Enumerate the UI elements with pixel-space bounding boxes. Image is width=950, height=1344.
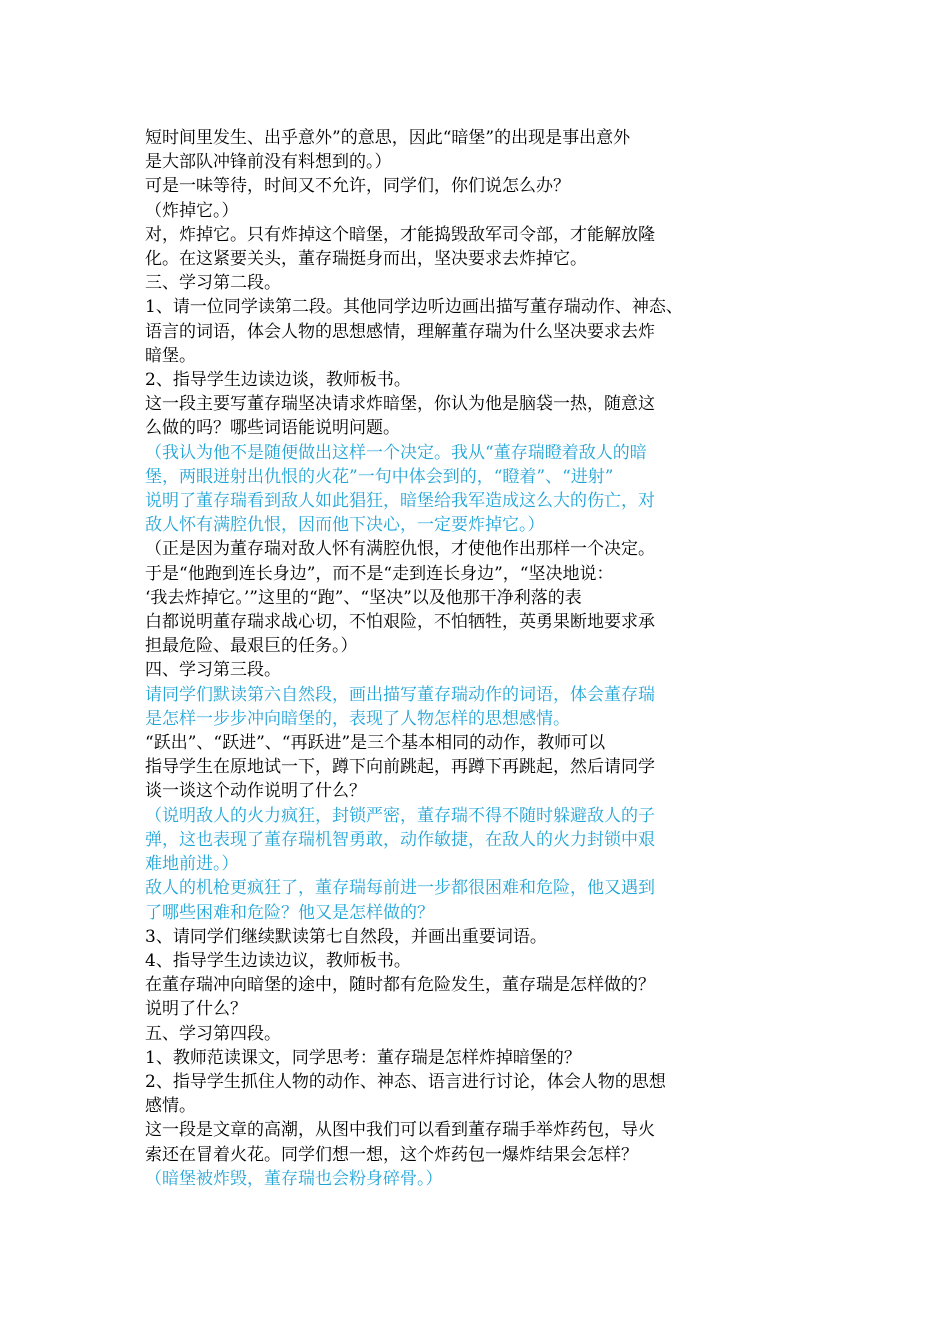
- text-line: 对，炸掉它。只有炸掉这个暗堡，才能捣毁敌军司令部，才能解放隆: [145, 224, 655, 245]
- text-line: 3、请同学们继续默读第七自然段，并画出重要词语。: [145, 926, 547, 947]
- highlighted-text-line: 说明了董存瑞看到敌人如此猖狂，暗堡给我军造成这么大的伤亡，对: [145, 491, 655, 512]
- text-line: 担最危险、最艰巨的任务。）: [145, 636, 358, 657]
- highlighted-text-line: （说明敌人的火力疯狂，封锁严密，董存瑞不得不随时躲避敌人的子: [145, 805, 655, 826]
- text-line: 么做的吗？哪些词语能说明问题。: [145, 418, 400, 439]
- highlighted-text-line: 请同学们默读第六自然段，画出描写董存瑞动作的词语，体会董存瑞: [145, 684, 655, 705]
- text-line: 指导学生在原地试一下，蹲下向前跳起，再蹲下再跳起，然后请同学: [145, 757, 655, 778]
- highlighted-text-line: 敌人怀有满腔仇恨，因而他下决心，一定要炸掉它。）: [145, 515, 545, 536]
- text-line: 1、请一位同学读第二段。其他同学边听边画出描写董存瑞动作、神态、: [145, 297, 683, 318]
- text-line: 三、学习第二段。: [145, 273, 281, 294]
- highlighted-text-line: 弹，这也表现了董存瑞机智勇敢，动作敏捷，在敌人的火力封锁中艰: [145, 829, 655, 850]
- document-body: [145, 126, 745, 1191]
- text-line: 谈一谈这个动作说明了什么？: [145, 781, 366, 802]
- highlighted-text-line: 是怎样一步步冲向暗堡的，表现了人物怎样的思想感情。: [145, 708, 570, 729]
- highlighted-text-line: 堡，两眼迸射出仇恨的火花”一句中体会到的，“瞪着”、“进射”: [145, 466, 614, 487]
- highlighted-text-line: 难地前进。）: [145, 854, 239, 875]
- text-line: （炸掉它。）: [145, 200, 239, 221]
- text-line: 1、教师范读课文，同学思考：董存瑞是怎样炸掉暗堡的？: [145, 1047, 581, 1068]
- text-line: 索还在冒着火花。同学们想一想，这个炸药包一爆炸结果会怎样？: [145, 1144, 638, 1165]
- text-line: “跃出”、“跃进”、“再跃进”是三个基本相同的动作，教师可以: [145, 733, 606, 754]
- text-line: 是大部队冲锋前没有料想到的。）: [145, 152, 392, 173]
- text-line: 白都说明董存瑞求战心切，不怕艰险，不怕牺牲，英勇果断地要求承: [145, 612, 655, 633]
- highlighted-text-line: （暗堡被炸毁，董存瑞也会粉身碎骨。）: [145, 1168, 443, 1189]
- text-line: 暗堡。: [145, 345, 196, 366]
- text-line: 2、指导学生抓住人物的动作、神态、语言进行讨论，体会人物的思想: [145, 1071, 666, 1092]
- highlighted-text-line: 敌人的机枪更疯狂了，董存瑞每前进一步都很困难和危险，他又遇到: [145, 878, 655, 899]
- text-line: 在董存瑞冲向暗堡的途中，随时都有危险发生，董存瑞是怎样做的？: [145, 975, 655, 996]
- text-line: （正是因为董存瑞对敌人怀有满腔仇恨，才使他作出那样一个决定。: [145, 539, 655, 560]
- text-line: 说明了什么？: [145, 999, 247, 1020]
- text-line: 这一段是文章的高潮，从图中我们可以看到董存瑞手举炸药包，导火: [145, 1120, 655, 1141]
- highlighted-text-line: （我认为他不是随便做出这样一个决定。我从“董存瑞瞪着敌人的暗: [145, 442, 647, 463]
- text-line: ‘我去炸掉它。’”这里的“跑”、“坚决”以及他那干净利落的表: [145, 587, 582, 608]
- text-line: 可是一味等待，时间又不允许，同学们，你们说怎么办？: [145, 176, 570, 197]
- text-line: 感情。: [145, 1096, 196, 1117]
- text-line: 2、指导学生边读边谈，教师板书。: [145, 370, 411, 391]
- text-line: 四、学习第三段。: [145, 660, 281, 681]
- text-line: 这一段主要写董存瑞坚决请求炸暗堡，你认为他是脑袋一热，随意这: [145, 394, 655, 415]
- text-line: 于是“他跑到连长身边”，而不是“走到连长身边”，“坚决地说：: [145, 563, 614, 584]
- text-line: 化。在这紧要关头，董存瑞挺身而出，坚决要求去炸掉它。: [145, 249, 587, 270]
- text-line: 五、学习第四段。: [145, 1023, 281, 1044]
- text-line: 语言的词语，体会人物的思想感情，理解董存瑞为什么坚决要求去炸: [145, 321, 655, 342]
- highlighted-text-line: 了哪些困难和危险？他又是怎样做的？: [145, 902, 434, 923]
- text-line: 短时间里发生、出乎意外”的意思，因此“暗堡”的出现是事出意外: [145, 128, 631, 148]
- text-line: 4、指导学生边读边议，教师板书。: [145, 950, 411, 971]
